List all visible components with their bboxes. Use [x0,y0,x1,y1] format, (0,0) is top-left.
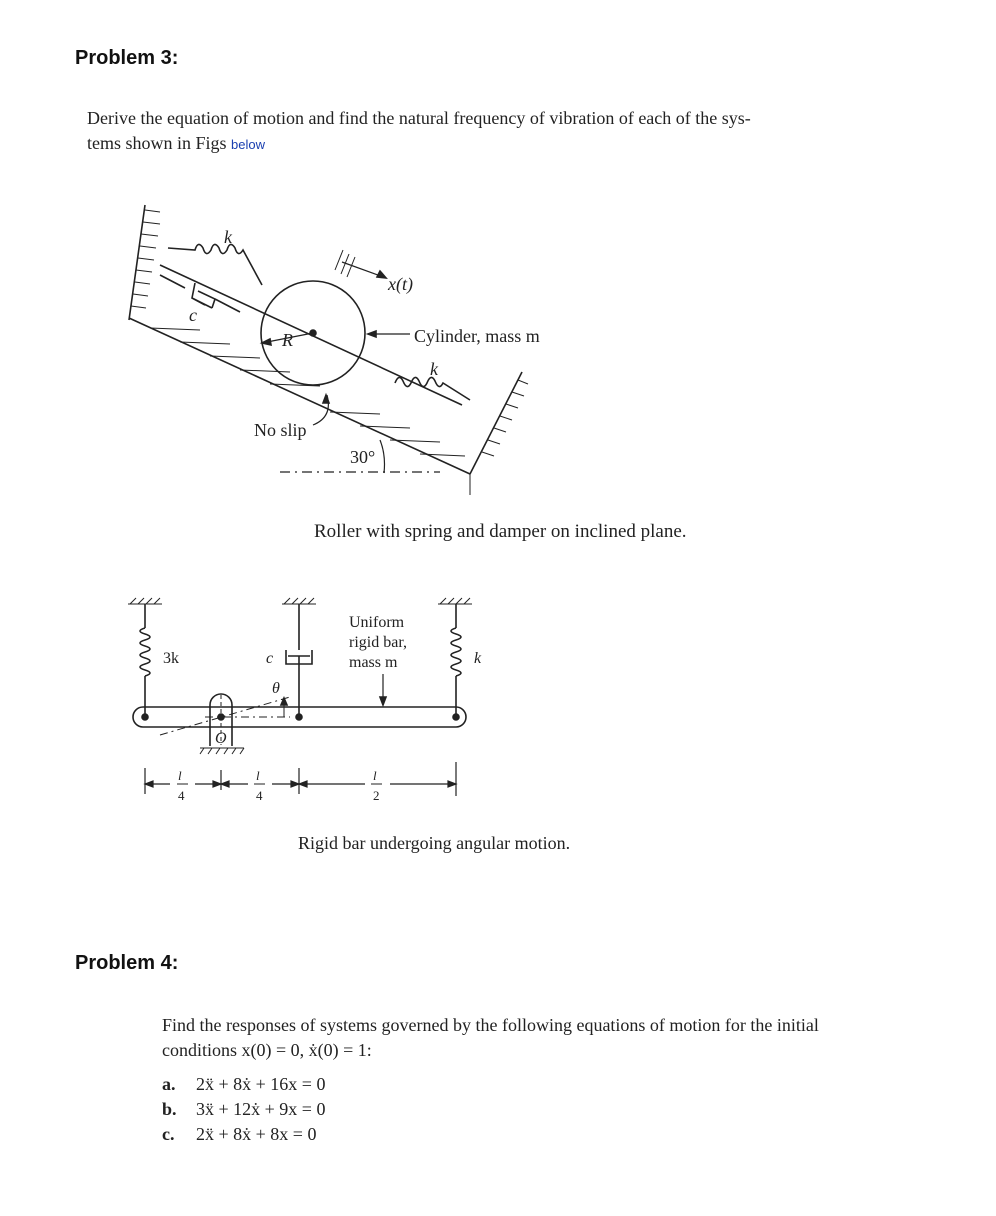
fig2-label-k: k [474,650,482,667]
problem3-below-text: below [231,137,265,152]
dim3-den: 2 [373,788,380,803]
equation-c [162,1122,325,1147]
problem4-statement [162,1013,819,1063]
dim1-num: l [178,768,182,783]
ceiling-left [128,598,162,604]
fig2-label-bar-3: mass m [349,654,398,671]
fig1-label-noslip: No slip [254,420,307,440]
ceiling-right [438,598,472,604]
problem3-line2-text: tems shown in Figs [87,133,227,153]
dim3-num: l [373,768,377,783]
equation-c-text: 2ẍ + 8ẋ + 8x = 0 [196,1124,317,1144]
equation-b-label: b. [162,1099,177,1119]
problem4-line2: conditions x(0) = 0, ẋ(0) = 1: [162,1040,372,1060]
fig2-label-theta: θ [272,680,280,697]
fig1-label-cylinder: Cylinder, mass m [414,326,540,346]
dim2-num: l [256,768,260,783]
fig1-label-x: x(t) [388,274,413,294]
problem3-line1: Derive the equation of motion and find the natural frequency of vibration of each of the sys- [87,108,751,128]
fig1-label-c: c [189,305,197,325]
dim2-den: 4 [256,788,263,803]
equation-a-text: 2ẍ + 8ẋ + 16x = 0 [196,1074,326,1094]
equation-a [162,1072,325,1097]
equation-a-label: a. [162,1074,176,1094]
ceiling-mid [282,598,316,604]
fig1-label-k-top: k [224,227,232,247]
dimensions [145,762,456,796]
equation-b [162,1097,325,1122]
fig1-label-R: R [282,330,293,350]
pivot-ground [200,748,244,754]
equation-c-label: c. [162,1124,175,1144]
fig1-label-k-right: k [430,359,438,379]
problem4-line1: Find the responses of systems governed by the following equations of motion for the initial [162,1015,819,1035]
equation-b-text: 3ẍ + 12ẋ + 9x = 0 [196,1099,326,1119]
dim1-den: 4 [178,788,185,803]
fig2-label-bar-2: rigid bar, [349,634,408,651]
problem3-heading: Problem 3: [75,47,179,69]
problem4-equations [162,1072,325,1147]
spring-3k [140,628,150,676]
problem4-heading: Problem 4: [75,952,179,974]
spring-k [451,628,461,676]
fig1-label-angle: 30° [350,447,376,467]
fig2-label-O: O [215,730,227,747]
fig2-caption: Rigid bar undergoing angular motion. [298,833,571,853]
fig2-label-c: c [266,650,274,667]
fig1-caption: Roller with spring and damper on inclined plane. [314,521,687,542]
fig2-label-bar-1: Uniform [349,614,405,631]
fig2-label-3k: 3k [163,650,179,667]
